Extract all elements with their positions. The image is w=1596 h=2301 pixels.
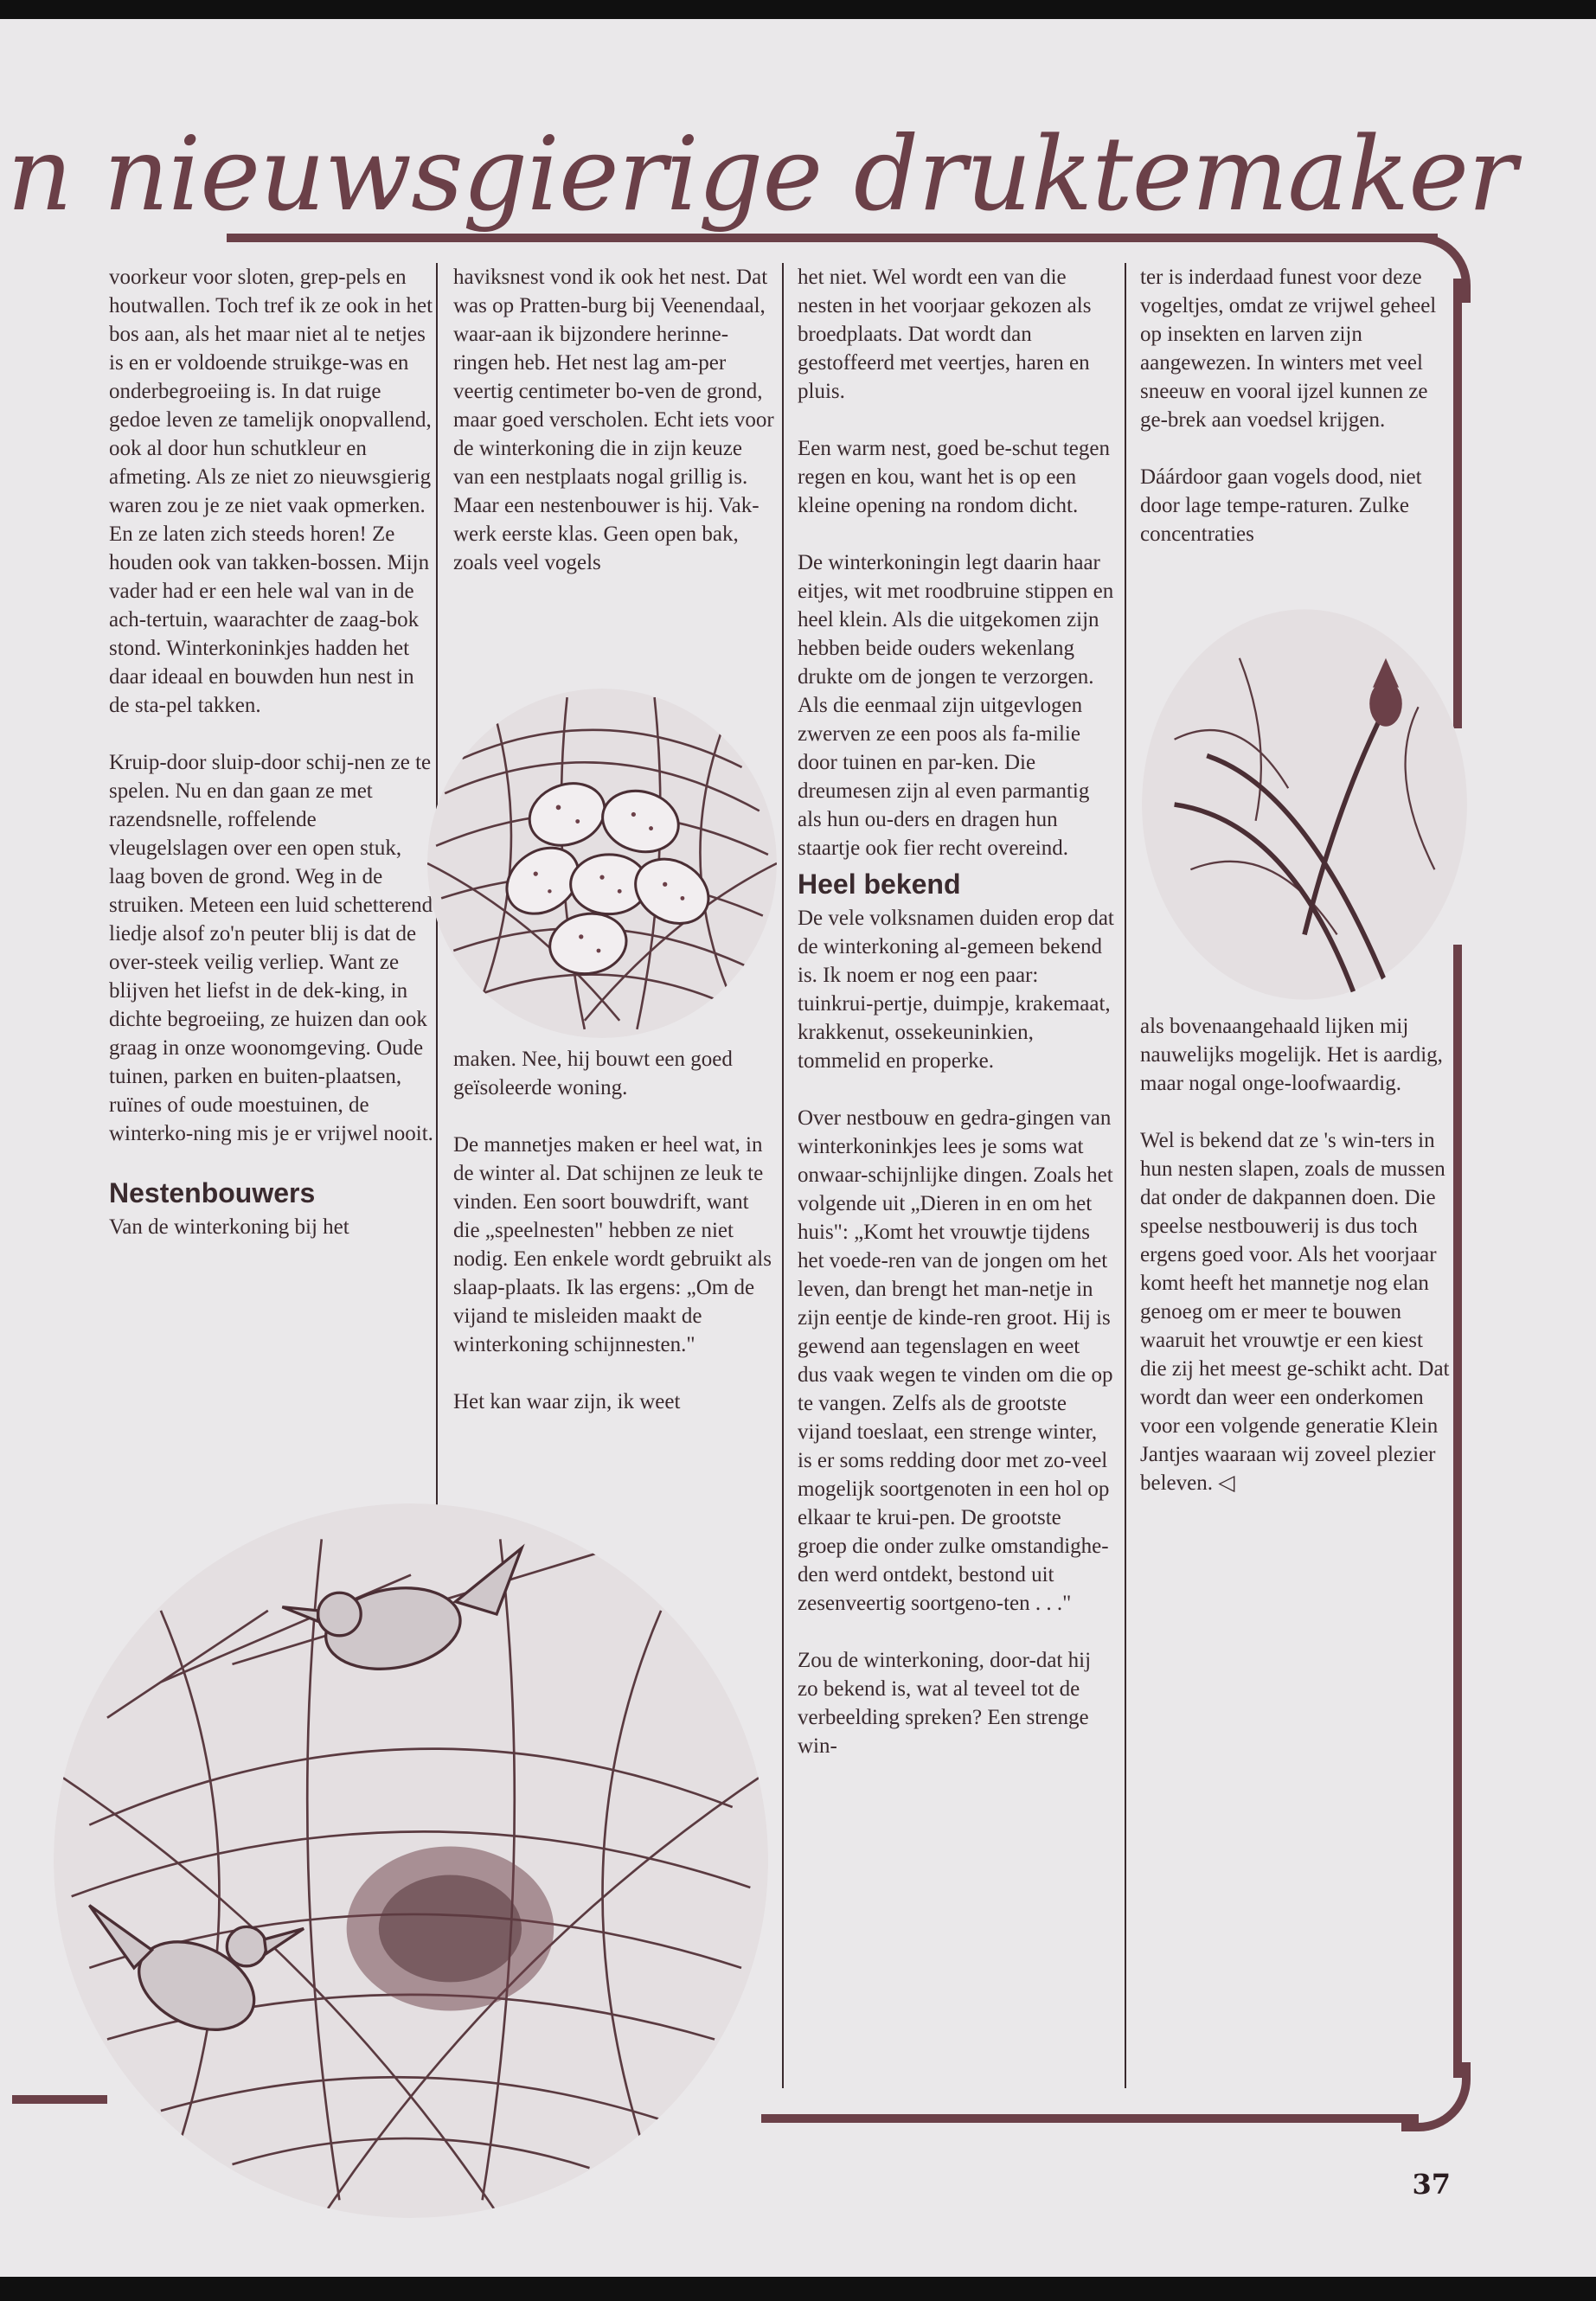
wrens-nest-drawing: [54, 1503, 768, 2218]
col1-tail: Van de winterkoning bij het: [109, 1215, 349, 1239]
col3-paragraph-3: De winterkoningin legt daarin haar eitjes, wit met roodbruine stippen en heel klein. Als die uitgekomen zijn hebben beide ouders wekenlang drukte om de jongen te verzorgen. Als die eenmaal zijn uitgevlogen zwerven ze een poos als fa-milie door tuinen en par-ken. Die dreumesen zijn al even parmantig als hun ou-ders en dragen hun staartje ook fier recht overeind.: [798, 551, 1114, 860]
frame-right-upper-line: [1453, 279, 1462, 728]
frame-bottom-line: [761, 2114, 1419, 2123]
col2-paragraph-1: haviksnest vond ik ook het nest. Dat was op Pratten-burg bij Veenendaal, waar-aan ik bijzondere herinne-ringen heb. Het nest lag am-per veertig centimeter bo-ven de grond, maar goed verscholen. Echt iets voor de winterkoning die in zijn keuze van een nestplaats nogal grillig is. Maar een nestenbouwer is hij. Vak-werk eerste klas. Geen open bak, zoals veel vogels: [453, 266, 774, 574]
wrens-nest-illustration: [54, 1503, 768, 2218]
eggs-nest-drawing: [427, 689, 777, 1038]
col3-paragraph-2: Een warm nest, goed be-schut tegen regen en kou, want het is op een kleine opening na rondom dicht.: [798, 437, 1110, 517]
col3-paragraph-5: Over nestbouw en gedra-gingen van winterkoninkjes lees je soms wat onwaar-schijnlijke dingen. Zoals het volgende uit „Dieren in en om het huis": „Komt het vrouwtje tijdens het voede-ren van de jongen om het leven, dan brengt het man-netje in zijn eentje de kinde-ren groot. Hij is gewend aan tegenslagen en weet dus vaak wegen te vinden om die op te vangen. Zelfs als de grootste vijand toeslaat, een strenge winter, is er soms redding door met zo-veel mogelijk soortgenoten in een hol op elkaar te krui-pen. De grootste groep die onder zulke omstandighe-den werd ontdekt, bestond uit zesenveertig soortgeno-ten . . .": [798, 1106, 1113, 1615]
page-number: 37: [1412, 2168, 1451, 2201]
column-3: [798, 263, 1114, 1760]
col4-paragraph-4: Wel is bekend dat ze 's win-ters in hun nesten slapen, zoals de mussen dat onder de dakpannen doen. Die speelse nestbouwerij is dus toch ergens goed voor. Als het voorjaar komt heeft het mannetje nog elan genoeg om er meer te bouwen waaruit het vrouwtje er een kiest die zij het meest ge-schikt acht. Dat wordt dan weer een onderkomen voor een volgende generatie Klein Jantjes waaraan wij zoveel plezier beleven. ◁: [1140, 1129, 1450, 1495]
magazine-page: [0, 19, 1596, 2277]
col4-paragraph-2: Dáárdoor gaan vogels dood, niet door lage tempe-raturen. Zulke concentraties: [1140, 465, 1422, 546]
col4-paragraph-1: ter is inderdaad funest voor deze vogeltjes, omdat ze vrijwel geheel op insekten en larven zijn aangewezen. In winters met veel sneeuw en vooral ijzel kunnen ze ge-brek aan voedsel krijgen.: [1140, 266, 1437, 432]
col2-paragraph-2: maken. Nee, hij bouwt een goed geïsoleerde woning.: [453, 1048, 733, 1099]
eggs-nest-illustration: [427, 689, 777, 1038]
col3-paragraph-1: het niet. Wel wordt een van die nesten in het voorjaar gekozen als broedplaats. Dat wordt dan gestoffeerd met veertjes, haren en pluis.: [798, 266, 1092, 403]
col3-paragraph-6: Zou de winterkoning, door-dat hij zo bekend is, wat al teveel tot de verbeelding spreken? Een strenge win-: [798, 1649, 1092, 1758]
frame-top-line: [227, 234, 1438, 242]
col4-paragraph-3: als bovenaangehaald lijken mij nauwelijks mogelijk. Het is aardig, maar nogal onge-loofwaardig.: [1140, 1015, 1443, 1095]
column-rule-3: [1125, 263, 1126, 2088]
column-2-top: [453, 263, 775, 577]
article-title: n nieuwsgierige druktemaker: [7, 114, 1516, 234]
column-rule-2: [782, 263, 784, 2088]
plant-illustration: [1142, 606, 1467, 1003]
col3-paragraph-4: De vele volksnamen duiden erop dat de winterkoning al-gemeen bekend is. Ik noem er nog een paar: tuinkrui-pertje, duimpje, krakemaat, krakkenut, ossekeuninkien, tommelid en properke.: [798, 907, 1114, 1073]
column-1: [109, 263, 433, 1241]
col1-paragraph-2: Kruip-door sluip-door schij-nen ze te spelen. Nu en dan gaan ze met razendsnelle, roffelende vleugelslagen over een open stuk, laag boven de grond. Weg in de struiken. Meteen een luid schetterend liedje alsof zo'n peuter blij is dat de over-steek veilig verliep. Want ze blijven het liefst in de dek-king, in dichte begroeiing, ze huizen dan ook graag in onze woonomgeving. Oude tuinen, parken en buiten-plaatsen, ruïnes of oude moestuinen, de winterko-ning mis je er vrijwel nooit.: [109, 751, 433, 1145]
col2-paragraph-4: Het kan waar zijn, ik weet: [453, 1390, 681, 1413]
frame-left-lower-line: [12, 2095, 107, 2104]
plant-drawing: [1142, 606, 1467, 1003]
column-4-bottom: [1140, 1012, 1452, 1497]
col1-paragraph-1: voorkeur voor sloten, grep-pels en houtwallen. Toch tref ik ze ook in het bos aan, als het maar niet al te netjes is en er voldoende struikge-was en onderbegroeiing is. In dat ruige gedoe leven ze tamelijk onopvallend, ook al door hun schutkleur en afmeting. Als ze niet zo nieuwsgierig waren zou je ze niet vaak opmerken. En ze laten zich steeds horen! Ze houden ook van takken-bossen. Mijn vader had er een hele wal van in de ach-tertuin, waarachter de zaag-bok stond. Winterkoninkjes hadden het daar ideaal en bouwden hun nest in de sta-pel takken.: [109, 266, 433, 717]
col2-paragraph-3: De mannetjes maken er heel wat, in de winter al. Dat schijnen ze leuk te vinden. Een soort bouwdrift, want die „speelnesten" hebben ze niet nodig. Een enkele wordt gebruikt als slaap-plaats. Ik las ergens: „Om de vijand te misleiden maakt de winterkoning schijnnesten.": [453, 1133, 772, 1356]
heading-nestenbouwers: Nestenbouwers: [109, 1177, 316, 1208]
frame-right-lower-line: [1453, 945, 1462, 2078]
heading-heel-bekend: Heel bekend: [798, 868, 961, 900]
column-2-bottom: [453, 1045, 775, 1416]
column-4-top: [1140, 263, 1452, 548]
